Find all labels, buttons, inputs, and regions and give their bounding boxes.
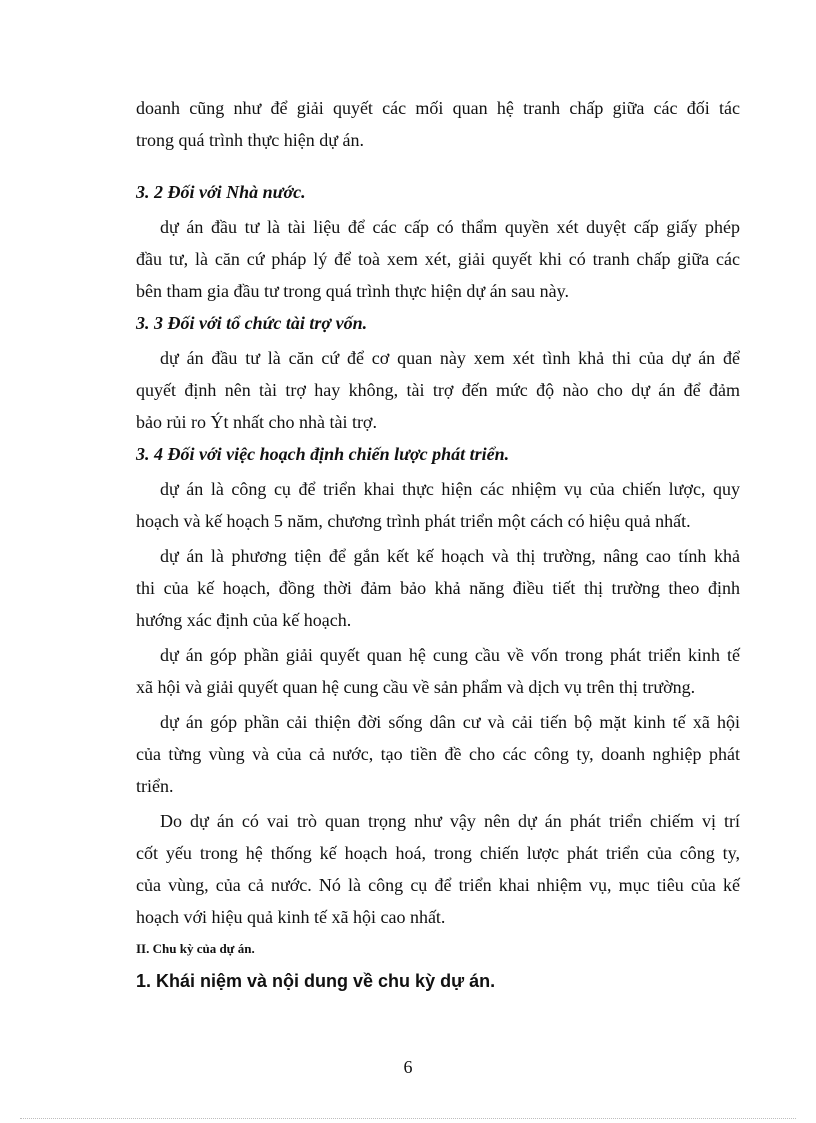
text-line: đầu tư, là căn cứ pháp lý để toà xem xét, giải quyết khi có tranh chấp giữa các — [136, 249, 740, 269]
text-line: cốt yếu trong hệ thống kế hoạch hoá, trong chiến lược phát triển của công ty, — [136, 843, 740, 863]
text-line: hướng xác định của kế hoạch. — [136, 610, 352, 630]
text-line: doanh cũng như để giải quyết các mối quan hệ tranh chấp giữa các đối tác — [136, 98, 740, 118]
text-line: dự án là phương tiện để gắn kết kế hoạch và thị trường, nâng cao tính khả — [160, 546, 740, 566]
paragraph — [136, 706, 740, 802]
text-line: dự án đầu tư là căn cứ để cơ quan này xem xét tình khả thi của dự án để — [160, 348, 740, 368]
paragraph — [136, 639, 740, 703]
text-line: dự án góp phần giải quyết quan hệ cung cầu về vốn trong phát triển kinh tế — [160, 645, 740, 665]
intro-paragraph — [136, 92, 740, 156]
paragraph — [136, 211, 740, 307]
text-line: hoạch và kế hoạch 5 năm, chương trình phát triển một cách có hiệu quả nhất. — [136, 511, 691, 531]
text-line: của vùng, của cả nước. Nó là công cụ để triển khai nhiệm vụ, mục tiêu của kế — [136, 875, 740, 895]
paragraph — [136, 473, 740, 537]
text-line: dự án đầu tư là tài liệu để các cấp có thẩm quyền xét duyệt cấp giấy phép — [160, 217, 740, 237]
text-line: bảo rủi ro Ýt nhất cho nhà tài trợ. — [136, 412, 377, 432]
text-line: dự án góp phần cải thiện đời sống dân cư và cải tiến bộ mặt kinh tế xã hội — [160, 712, 740, 732]
paragraph — [136, 805, 740, 933]
text-line: trong quá trình thực hiện dự án. — [136, 130, 364, 150]
text-line: hoạch với hiệu quả kinh tế xã hội cao nhất. — [136, 907, 446, 927]
footer-divider — [20, 1118, 796, 1119]
subsection-heading: 1. Khái niệm và nội dung về chu kỳ dự án. — [136, 971, 496, 991]
text-line: Do dự án có vai trò quan trọng như vậy nên dự án phát triển chiếm vị trí — [160, 811, 740, 831]
paragraph — [136, 540, 740, 636]
part-heading: II. Chu kỳ của dự án. — [136, 941, 255, 956]
text-line: bên tham gia đầu tư trong quá trình thực hiện dự án sau này. — [136, 281, 569, 301]
section-heading: 3. 2 Đối với Nhà nước. — [136, 182, 306, 202]
page-content — [136, 92, 740, 997]
paragraph — [136, 342, 740, 438]
text-line: của từng vùng và của cả nước, tạo tiền đề cho các công ty, doanh nghiệp phát — [136, 744, 740, 764]
section-heading: 3. 3 Đối với tổ chức tài trợ vốn. — [136, 313, 368, 333]
section-heading: 3. 4 Đối với việc hoạch định chiến lược phát triển. — [136, 444, 510, 464]
page-number: 6 — [403, 1057, 413, 1077]
text-line: thi của kế hoạch, đồng thời đảm bảo khả năng điều tiết thị trường theo định — [136, 578, 740, 598]
text-line: dự án là công cụ để triển khai thực hiện các nhiệm vụ của chiến lược, quy — [160, 479, 740, 499]
text-line: triển. — [136, 776, 174, 796]
text-line: xã hội và giải quyết quan hệ cung cầu về sản phẩm và dịch vụ trên thị trường. — [136, 677, 696, 697]
text-line: quyết định nên tài trợ hay không, tài trợ đến mức độ nào cho dự án để đảm — [136, 380, 740, 400]
